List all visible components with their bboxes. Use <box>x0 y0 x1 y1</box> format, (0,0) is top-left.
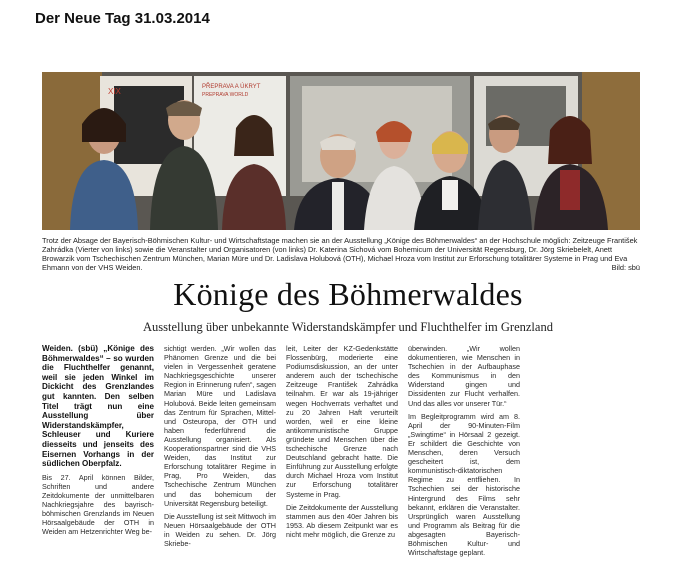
article-column-1 <box>42 344 154 537</box>
article-column-3 <box>286 344 398 539</box>
caption-text: Trotz der Absage der Bayerisch-Böhmischen Kultur- und Wirtschaftstage machen sie an der Ausstellung „Könige des Böhmerwaldes“ an der Hochschule möglich: Zeitzeuge František Zahrádka (Vierter von links) sowie die Veranstalter und Organisatoren (von links) Dr. Katerina Sichová vom Bohemicum der Universität Regensburg, Dr. Jörg Skriebelelt, Anett Browarzik vom Tschechischen Zentrum München, Marian Müre und Dr. Ladislava Holubová (OTH), Michael Hroza vom Institut zur Erforschung totalitärer Systeme in Prag und Eva Ehmann von der VHS Weiden. <box>42 236 638 272</box>
article-paragraph: überwinden. „Wir wollen dokumentieren, wie Menschen in Tschechien in der Aufbauphase des Kommunismus in den Widerstand gingen und Dissidenten zur Flucht verhalfen. Und das alles vor unserer Tür.“ <box>408 344 520 408</box>
article-headline: Könige des Böhmerwaldes <box>173 276 523 312</box>
article-paragraph: leit, Leiter der KZ-Gedenkstätte Flossenbürg, moderierte eine Podiumsdiskussion, an der unter anderem auch der tschechische Zeitzeuge František Zahrádka teilnahm. Er war als 19-jähriger wegen Hochverrats verhaftet und zu 20 Jahren Haft verurteilt worden, weil er eine kleine antikommunistische Gruppe gründete und Menschen über die tschechische Grenze nach Deutschland gebracht hatte. Die Einführung zur Ausstellung erfolgte durch Michael Hroza vom Institut zur Erforschung totalitärer Systeme in Prag. <box>286 344 398 499</box>
svg-text:PŘEPRAVA A ÚKRYT: PŘEPRAVA A ÚKRYT <box>202 84 261 90</box>
article-paragraph: sichtigt werden. „Wir wollen das Phänomen Grenze und die bei vielen in Vergessenheit geratene Nachkriegsgeschichte unserer Region in Erinnerung rufen“, sagen Marian Müre und Ladislava Holubová. Beide leiten gemeinsam das Zentrum für Sprachen, Mittel- und Osteuropa, der OTH und haben federführend die Ausstellung organisiert. Als Kooperationspartner sind die VHS Weiden, das Institut zur Erforschung totalitärer Regime in Prag, Pro Weiden, das Tschechische Zentrum München und das bohemicum der Universität Regensburg beteiligt. <box>164 344 276 508</box>
article-column-4 <box>408 344 520 558</box>
article-column-2 <box>164 344 276 548</box>
article-paragraph: Im Begleitprogramm wird am 8. April der 90-Minuten-Film „Swingtime“ in Hörsaal 2 gezeigt. Er schildert die Geschichte von Menschen, deren Versuch gescheitert ist, dem kommunistisch-diktatorischen Regime zu entfliehen. In Tschechien sei der historische Hintergrund des Films sehr bekannt, erklären die Veranstalter. Ursprünglich waren Ausstellung und Programm als Beitrag für die abgesagten Bayerisch-Böhmischen Kultur- und Wirtschaftstage geplant. <box>408 411 520 558</box>
article-subheadline: Ausstellung über unbekannte Widerstandskämpfer und Fluchthelfer im Grenzland <box>143 320 553 334</box>
newspaper-masthead: Der Neue Tag 31.03.2014 <box>35 10 210 27</box>
svg-text:PREPRAVA WORLD: PREPRAVA WORLD <box>202 92 249 98</box>
article-paragraph: Die Ausstellung ist seit Mittwoch im Neuen Hörsaalgebäude der OTH in Weiden zu sehen. Dr. Jörg Skriebe- <box>164 511 276 548</box>
article-body <box>42 344 642 558</box>
article-paragraph: Bis 27. April können Bilder, Schriften und andere Zeitdokumente der unmittelbaren Nachkriegsjahre des bayrisch-böhmischen Grenzlands im Neuen Hörsaalgebäude der OTH in Weiden am Hetzenrichter Weg be- <box>42 472 154 537</box>
article-lead: Weiden. (sbü) „Könige des Böhmerwaldes“ – so wurden die Fluchthelfer genannt, weil sie jeden Winkel im Dickicht des Grenzlandes gut kannten. Den selben Titel trägt nun eine Ausstellung über Widerstandskämpfer, Schleuser und Kuriere diesseits und jenseits des Eisernen Vorhangs in der südlichen Oberpfalz. <box>42 344 154 469</box>
group-photo <box>42 72 640 230</box>
photo-caption <box>42 236 640 272</box>
photo-credit: Bild: sbü <box>611 263 640 272</box>
article-paragraph: Die Zeitdokumente der Ausstellung stammen aus den 40er Jahren bis 1953. Ab diesem Zeitpunkt war es nicht mehr möglich, die Grenze zu <box>286 502 398 539</box>
svg-text:XIX: XIX <box>108 87 121 96</box>
